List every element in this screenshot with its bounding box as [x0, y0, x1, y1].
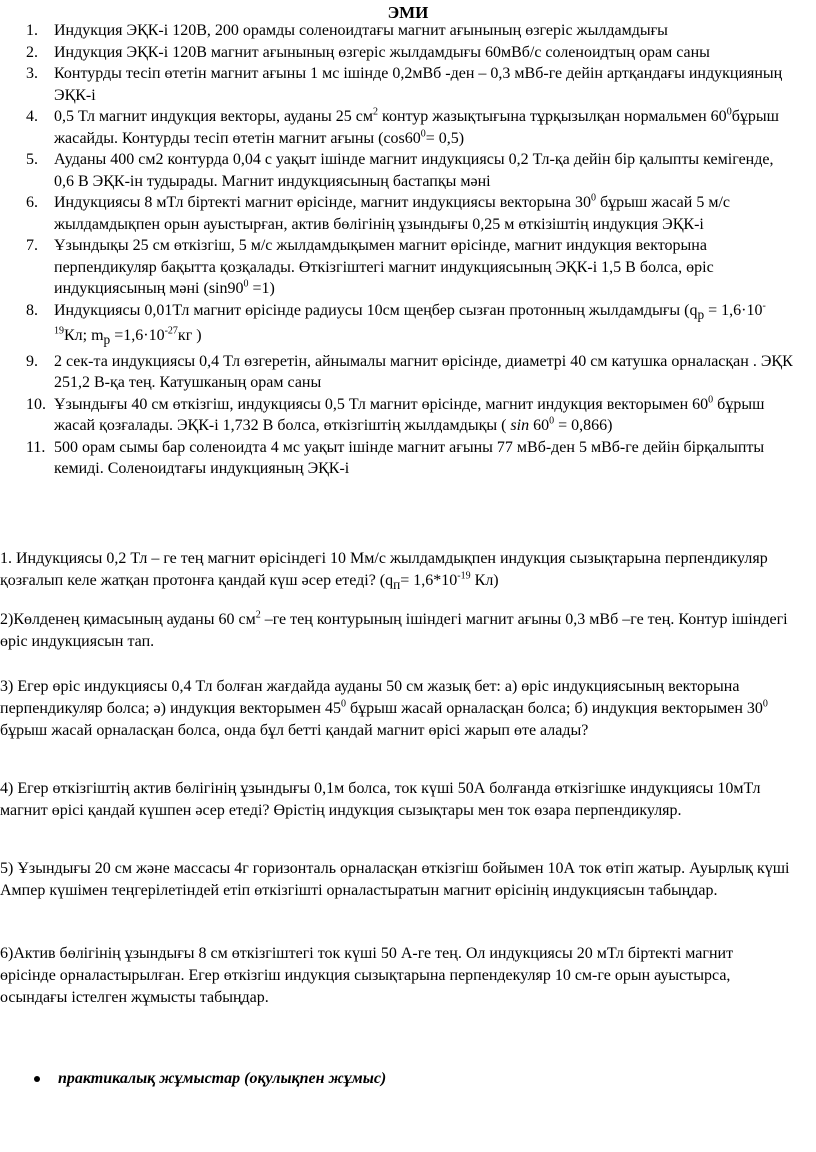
item-number: 2. [26, 43, 38, 61]
problem-5: 5) Ұзындығы 20 см және массасы 4г горизонталь орналасқан өткізгіш бойымен 10А ток өтіп жатыр. Ауырлық күші Ампер күшімен теңгерілетіндей етіп өткізгішті орналастыратын магнит өрісінің индукциясын табыңдар. [0, 860, 790, 899]
problem-text: 2)Көлденең қимасының ауданы 60 см [0, 611, 256, 628]
item-text-b: =1) [248, 280, 275, 297]
subscript: p [697, 306, 705, 322]
superscript: 0 [340, 698, 346, 710]
item-number: 6. [26, 194, 38, 211]
list-item [0, 42, 816, 64]
problem-text: 1. Индукциясы 0,2 Тл – ге тең магнит өрісіндегі 10 Мм/с жылдамдықпен индукция сызықтарына перпендикуляр қозғалып келе жатқан протонға қандай күш әсер етеді? (q [0, 550, 768, 589]
item-text-c: Кл; m [64, 327, 104, 345]
italic-sin: sin [510, 417, 530, 435]
item-number: 10. [26, 395, 46, 413]
problem-text: –ге тең контурының ішіндегі магнит ағыны 0,3 мВб –ге тең. Контур ішіндегі өріс индукциясын тап. [0, 611, 788, 650]
item-number: 8. [26, 301, 38, 319]
list-item [0, 63, 816, 106]
item-text-b: = 1,6·10 [704, 301, 763, 319]
problem-1 [0, 548, 790, 596]
list-item [0, 300, 816, 351]
item-number: 7. [26, 237, 38, 254]
superscript: 0 [762, 698, 768, 710]
task-list [0, 20, 816, 480]
superscript: 2 [373, 106, 378, 118]
superscript: -27 [164, 325, 178, 337]
item-number: 11. [26, 438, 46, 456]
superscript: 2 [255, 609, 261, 621]
problem-text: бұрыш жасай орналасқан болса; б) индукция векторымен 30 [345, 699, 763, 717]
superscript: 0 [591, 192, 597, 204]
subscript: p [103, 332, 111, 348]
superscript: 0 [708, 394, 714, 406]
item-number: 3. [26, 65, 38, 82]
item-text-e: кг ) [177, 327, 202, 345]
subscript: п [393, 576, 401, 592]
bullet-icon [34, 1076, 40, 1082]
item-text-a: 0,5 Тл магнит индукция векторы, ауданы 25 см [54, 108, 373, 125]
item-text-a: Индукциясы 0,01Тл магнит өрісінде радиусы 10см щеңбер сызған протонның жылдамдығы (q [54, 301, 698, 319]
item-text: 2 сек-та индукциясы 0,4 Тл өзгеретін, айнымалы магнит өрісінде, диаметрі 40 см катушка орналасқан . ЭҚК 251,2 В-қа тең. Катушканың орам саны [54, 352, 793, 392]
superscript: 0 [549, 416, 555, 428]
problem-3 [0, 676, 790, 741]
list-item [0, 235, 816, 300]
item-text: Контурды тесіп өтетін магнит ағыны 1 мс ішінде 0,2мВб -ден – 0,3 мВб-ге дейін артқандағы индукцияның ЭҚК-і [54, 65, 783, 104]
problem-text: бұрыш жасай орналасқан болса, онда бұл бетті қандай магнит өрісі жарып өте алады? [0, 721, 589, 739]
item-text: Индукция ЭҚК-і 120В, 200 орамды соленоидтағы магнит ағынының өзгеріс жылдамдығы [54, 22, 668, 39]
item-text-b: бұрыш жасай қозғалады. ЭҚК-і 1,732 В болса, өткізгіштің жылдамдықы ( [54, 395, 765, 435]
list-item [0, 149, 816, 192]
item-text-b: бұрыш жасай 5 м/с жылдамдықпен орын ауыстырған, актив бөлігінің ұзындығы 0,25 м өткізіштің индукция ЭҚК-і [54, 194, 731, 233]
item-text-a: Индукциясы 8 мТл біртекті магнит өрісінде, магнит индукциясы векторына 30 [54, 194, 592, 211]
superscript: 0 [420, 128, 426, 140]
superscript: 0 [726, 106, 732, 118]
problem-2 [0, 609, 790, 653]
item-text: 500 орам сымы бар соленоидта 4 мс уақыт ішінде магнит ағыны 77 мВб-ден 5 мВб-ге дейін бірқалыпты кемиді. Соленоидтағы индукцияның ЭҚК-і [54, 438, 765, 478]
item-text-c: 60 [529, 417, 550, 435]
page-title: ЭМИ [387, 3, 429, 22]
problem-6: 6)Актив бөлігінің ұзындығы 8 см өткізгіштегі ток күші 50 А-ге тең. Ол индукциясы 20 мТл біртекті магнит өрісінде орналастырылған. Егер өткізгіш индукция сызықтарына перпендекуляр 10 см-ге орын ауыстырса, осындағы істелген жұмысты табыңдар. [0, 945, 734, 1006]
list-item [0, 351, 816, 394]
list-item [0, 437, 816, 480]
item-text-d: = 0,866) [554, 417, 613, 435]
item-text-c: бұрыш жасайды. Контурды тесіп өтетін магнит ағыны (cos60 [54, 108, 779, 147]
superscript: 0 [243, 278, 249, 290]
list-item [0, 394, 816, 437]
problem-4: 4) Егер өткізгіштің актив бөлігінің ұзындығы 0,1м болса, ток күші 50А болғанда өткізгішке индукциясы 10мТл магнит өрісі қандай күшпен әсер етеді? Өрістің индукция сызықтары мен ток өзара перпендикуляр. [0, 780, 761, 819]
superscript: -19 [54, 300, 766, 337]
item-number: 1. [26, 22, 38, 39]
problem-text: Кл) [470, 571, 499, 589]
list-item [0, 106, 816, 149]
item-number: 4. [26, 108, 38, 125]
bullet-text: практикалық жұмыстар (оқулықпен жұмыс) [58, 1070, 387, 1087]
problem-text: = 1,6*10 [400, 571, 458, 589]
item-text: Ауданы 400 см2 контурда 0,04 с уақыт ішінде магнит индукциясы 0,2 Тл-қа дейін бір қалыпты кемігенде, 0,6 В ЭҚК-ін тудырады. Магнит индукциясының бастапқы мәні [54, 151, 774, 190]
list-item [0, 192, 816, 235]
item-text-d: = 0,5) [425, 129, 465, 147]
item-text-b: контур жазықтығына тұрқызылқан нормальмен 60 [378, 108, 727, 125]
problem-text: 3) Егер өріс индукциясы 0,4 Тл болған жағдайда ауданы 50 см жазық бет: а) өріс индукциясының векторына перпендикуляр болса; ә) индукция векторымен 45 [0, 678, 740, 717]
item-number: 5. [26, 151, 38, 168]
superscript: -19 [457, 570, 471, 582]
item-text: Индукция ЭҚК-і 120В магнит ағынының өзгеріс жылдамдығы 60мВб/с соленоидтың орам саны [54, 43, 710, 61]
item-text-d: =1,6·10 [110, 327, 165, 345]
item-text-a: Ұзындықы 25 см өткізгіш, 5 м/с жылдамдықымен магнит өрісінде, магнит индукция векторына перпендикуляр бақытта қозқалады. Өткізгіштегі магнит индукциясының ЭҚК-і 1,5 В болса, өріс индукциясының мәні (sin90 [54, 237, 714, 297]
list-item [0, 20, 816, 42]
item-text-a: Ұзындығы 40 см өткізгіш, индукциясы 0,5 Тл магнит өрісінде, магнит индукция векторымен 60 [54, 395, 709, 413]
item-number: 9. [26, 352, 38, 370]
